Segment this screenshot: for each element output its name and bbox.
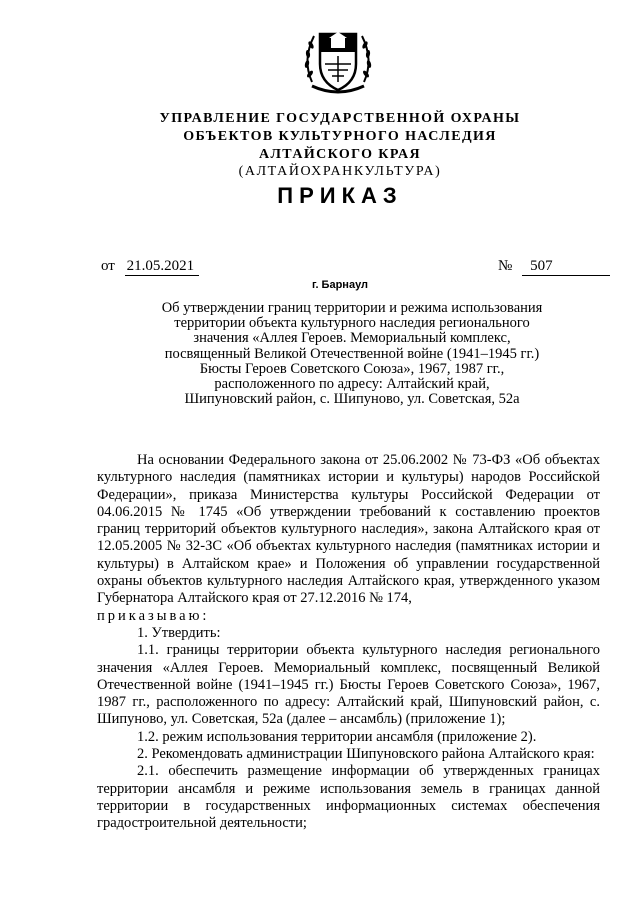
- subject-line: территории объекта культурного наследия регионального: [174, 315, 530, 332]
- order-subject: [130, 301, 574, 407]
- order-item: 1. Утвердить:: [137, 624, 221, 641]
- subject-line: Бюсты Героев Советского Союза», 1967, 1987 гг.,: [199, 360, 505, 377]
- subject-line: Об утверждении границ территории и режима использования: [161, 300, 543, 316]
- subject-line: посвященный Великой Отечественной войне (1941–1945 гг.): [164, 345, 540, 362]
- org-name-line-2: ОБЪЕКТОВ КУЛЬТУРНОГО НАСЛЕДИЯ: [183, 129, 497, 144]
- subject-line: расположенного по адресу: Алтайский край,: [214, 376, 490, 393]
- order-item: 1.1. границы территории объекта культурного наследия регионального значения «Аллея Героев. Мемориальный комплекс, посвященный Великой Отечественной войне (1941–1945 гг.) Бюсты Героев Советского Союза», 1967, 1987 гг., расположенного по адресу: Алтайский край, Шипуновский район, с. Шипуново, ул. Советская, 52а (далее – ансамбль) (приложение 1);: [97, 642, 600, 728]
- subject-line: Шипуновский район, с. Шипуново, ул. Советская, 52а: [184, 391, 520, 408]
- date-value: 21.05.2021: [125, 258, 199, 276]
- org-short-name: (АЛТАЙОХРАНКУЛЬТУРА): [238, 164, 442, 179]
- order-date: [101, 258, 199, 276]
- preamble-paragraph: На основании Федерального закона от 25.06.2002 № 73-ФЗ «Об объектах культурного наследия (памятниках истории и культуры) народов Российской Федерации», приказа Министерства культуры Российской Федерации от 04.06.2015 № 1745 «Об утверждении требований к составлению проектов границ территорий объектов культурного наследия», закона Алтайского края от 12.05.2005 № 32-ЗС «Об объектах культурного наследия (памятниках истории и культуры) в Алтайском крае» и Положения об управлении государственной охраны объектов культурного наследия Алтайского края, утвержденного указом Губернатора Алтайского края от 27.12.2016 № 174,: [97, 452, 600, 607]
- org-name-line-1: УПРАВЛЕНИЕ ГОСУДАРСТВЕННОЙ ОХРАНЫ: [159, 111, 521, 126]
- order-item: 2.1. обеспечить размещение информации об утвержденных границах территории ансамбля и режиме использования земель в границах данной территории в государственных информационных системах обеспечения градостроительной деятельности;: [97, 763, 600, 832]
- coat-of-arms-emblem: [298, 20, 378, 100]
- order-body: [97, 452, 600, 833]
- number-value: 507: [522, 258, 610, 276]
- number-prefix: №: [498, 258, 513, 274]
- order-item: 1.2. режим использования территории ансамбля (приложение 2).: [137, 728, 537, 745]
- subject-line: значения «Аллея Героев. Мемориальный комплекс,: [193, 330, 511, 347]
- document-title: ПРИКАЗ: [277, 183, 403, 208]
- order-item: 2. Рекомендовать администрации Шипуновского района Алтайского края:: [137, 746, 595, 763]
- org-name-line-3: АЛТАЙСКОГО КРАЯ: [258, 147, 422, 162]
- order-word: приказываю:: [97, 607, 210, 624]
- city: г. Барнаул: [311, 279, 369, 291]
- order-number: [498, 258, 610, 276]
- date-prefix: от: [101, 258, 115, 274]
